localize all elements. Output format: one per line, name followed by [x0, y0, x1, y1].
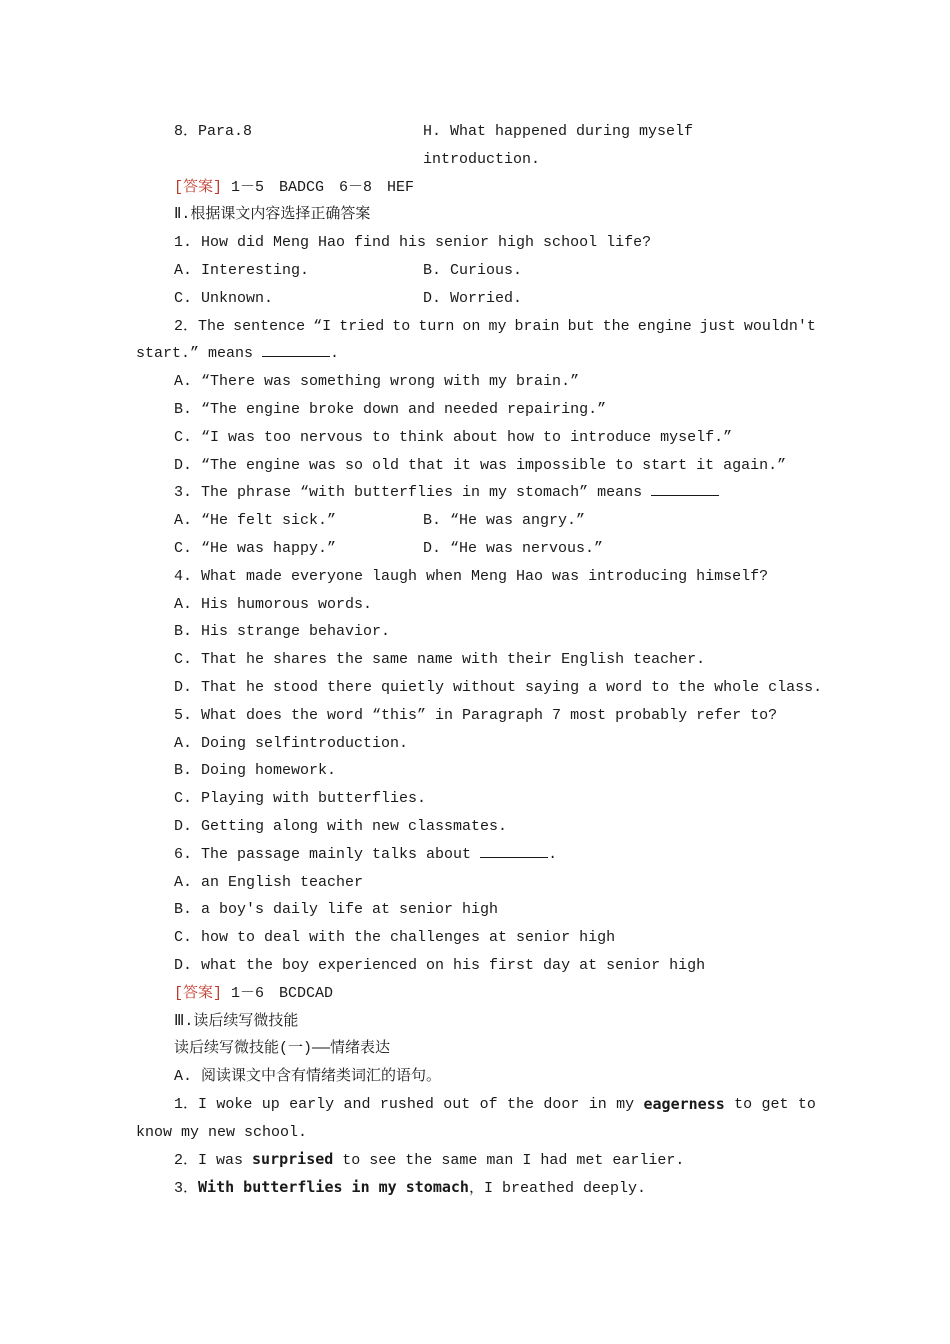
word: of — [479, 1095, 498, 1113]
word: just — [699, 317, 736, 335]
word: my — [616, 1095, 635, 1113]
match-left: 8．Para.8 — [174, 123, 253, 140]
match-row-8 — [0, 118, 950, 146]
emotion-phrase: With butterflies in my stomach — [198, 1178, 469, 1197]
option: B. Doing homework. — [174, 762, 337, 780]
answer-text: 1－6 BCDCAD — [231, 984, 334, 1002]
sentence-3-pre: 3． — [174, 1180, 199, 1198]
answer-line-2 — [0, 980, 950, 1008]
emotion-word: eagerness — [643, 1094, 725, 1113]
option: A. “There was something wrong with my brain.” — [174, 373, 580, 391]
option: D. Worried. — [423, 289, 523, 307]
emotion-word: surprised — [252, 1150, 334, 1169]
answer-tag: [答案] — [174, 984, 223, 1002]
word: tried — [339, 317, 385, 335]
word: up — [261, 1095, 280, 1113]
word: 2．The — [174, 317, 226, 335]
word: to — [797, 1095, 816, 1113]
word: woke — [216, 1095, 253, 1113]
word: turn — [418, 317, 455, 335]
option: C. That he shares the same name with their English teacher. — [174, 651, 706, 669]
word: door — [543, 1095, 580, 1113]
section-heading-3: Ⅲ.读后续写微技能 — [174, 1012, 299, 1030]
option: C. how to deal with the challenges at senior high — [174, 929, 616, 947]
match-right-cont: introduction. — [423, 150, 541, 168]
q6-stem: 6. The passage mainly talks about . — [0, 841, 950, 869]
word: out — [443, 1095, 471, 1113]
word: the — [602, 317, 630, 335]
word: brain — [514, 317, 560, 335]
option: C. “I was too nervous to think about how to introduce myself.” — [174, 428, 733, 446]
word: to — [734, 1095, 753, 1113]
word: early — [289, 1095, 335, 1113]
word: on — [462, 317, 481, 335]
option: D. That he stood there quietly without saying a word to the whole class. — [174, 678, 823, 696]
option: C. “He was happy.” — [174, 539, 337, 557]
q2-stem — [0, 313, 950, 341]
option: D. “The engine was so old that it was impossible to start it again.” — [174, 456, 787, 474]
q6-stem-text: 6. The passage mainly talks about — [174, 845, 472, 863]
sentence-3-post: ，I breathed deeply. — [468, 1180, 646, 1198]
section-heading-2: Ⅱ.根据课文内容选择正确答案 — [174, 206, 371, 224]
option: A. Interesting. — [174, 261, 310, 279]
option: A. an English teacher — [174, 873, 364, 891]
word: but — [567, 317, 595, 335]
sentence-1 — [0, 1091, 950, 1119]
word: engine — [637, 317, 692, 335]
sentence-1-cont: know my new school. — [136, 1123, 308, 1141]
option: D. what the boy experienced on his first day at senior high — [174, 956, 706, 974]
word: rushed — [379, 1095, 434, 1113]
q1-options-ab — [0, 257, 950, 285]
option: A. His humorous words. — [174, 595, 373, 613]
answer-line-1 — [0, 174, 950, 202]
q3-stem — [0, 479, 950, 507]
answer-text: 1－5 BADCG 6－8 HEF — [231, 178, 415, 196]
q4-stem: 4. What made everyone laugh when Meng Hao was introducing himself? — [174, 567, 769, 585]
option: C. Unknown. — [174, 289, 274, 307]
match-right: H. What happened during myself — [423, 123, 694, 140]
document-page — [0, 118, 950, 1202]
option: B. His strange behavior. — [174, 623, 391, 641]
instruction: A. 阅读课文中含有情绪类词汇的语句。 — [174, 1068, 442, 1086]
option: B. Curious. — [423, 261, 523, 279]
word: my — [488, 317, 507, 335]
q2-stem-cont: start.” means . — [0, 340, 950, 368]
word: sentence — [233, 317, 306, 335]
sentence-2-post: to see the same man I had met earlier. — [333, 1152, 685, 1170]
option: B. “The engine broke down and needed repairing.” — [174, 400, 607, 418]
option: B. a boy's daily life at senior high — [174, 901, 499, 919]
q5-stem: 5. What does the word “this” in Paragraph 7 most probably refer to? — [174, 706, 778, 724]
q3-options-ab — [0, 507, 950, 535]
q1-stem: 1. How did Meng Hao find his senior high school life? — [174, 234, 652, 252]
word: in — [588, 1095, 607, 1113]
word: “I — [313, 317, 332, 335]
word: wouldn't — [743, 317, 816, 335]
q1-options-cd — [0, 285, 950, 313]
word: get — [761, 1095, 789, 1113]
option: A. Doing selfintroduction. — [174, 734, 409, 752]
option: B. “He was angry.” — [423, 512, 586, 530]
q2-stem-line2: start.” means — [136, 345, 254, 363]
answer-blank — [651, 481, 719, 496]
q3-stem-text: 3. The phrase “with butterflies in my stomach” means — [174, 484, 643, 502]
answer-tag: [答案] — [174, 178, 223, 196]
answer-blank — [262, 342, 330, 357]
option: D. “He was nervous.” — [423, 539, 604, 557]
option: C. Playing with butterflies. — [174, 790, 427, 808]
option: A. “He felt sick.” — [174, 512, 337, 530]
match-row-8-cont — [0, 146, 950, 174]
sentence-3 — [0, 1174, 950, 1202]
word: to — [392, 317, 411, 335]
option: D. Getting along with new classmates. — [174, 817, 508, 835]
word: the — [507, 1095, 535, 1113]
sentence-2-pre: 2．I was — [174, 1152, 253, 1170]
answer-blank — [480, 843, 548, 858]
word: and — [343, 1095, 371, 1113]
sentence-2 — [0, 1146, 950, 1174]
subheading: 读后续写微技能(一)——情绪表达 — [174, 1040, 391, 1058]
q3-options-cd — [0, 535, 950, 563]
word: 1．I — [174, 1095, 208, 1113]
